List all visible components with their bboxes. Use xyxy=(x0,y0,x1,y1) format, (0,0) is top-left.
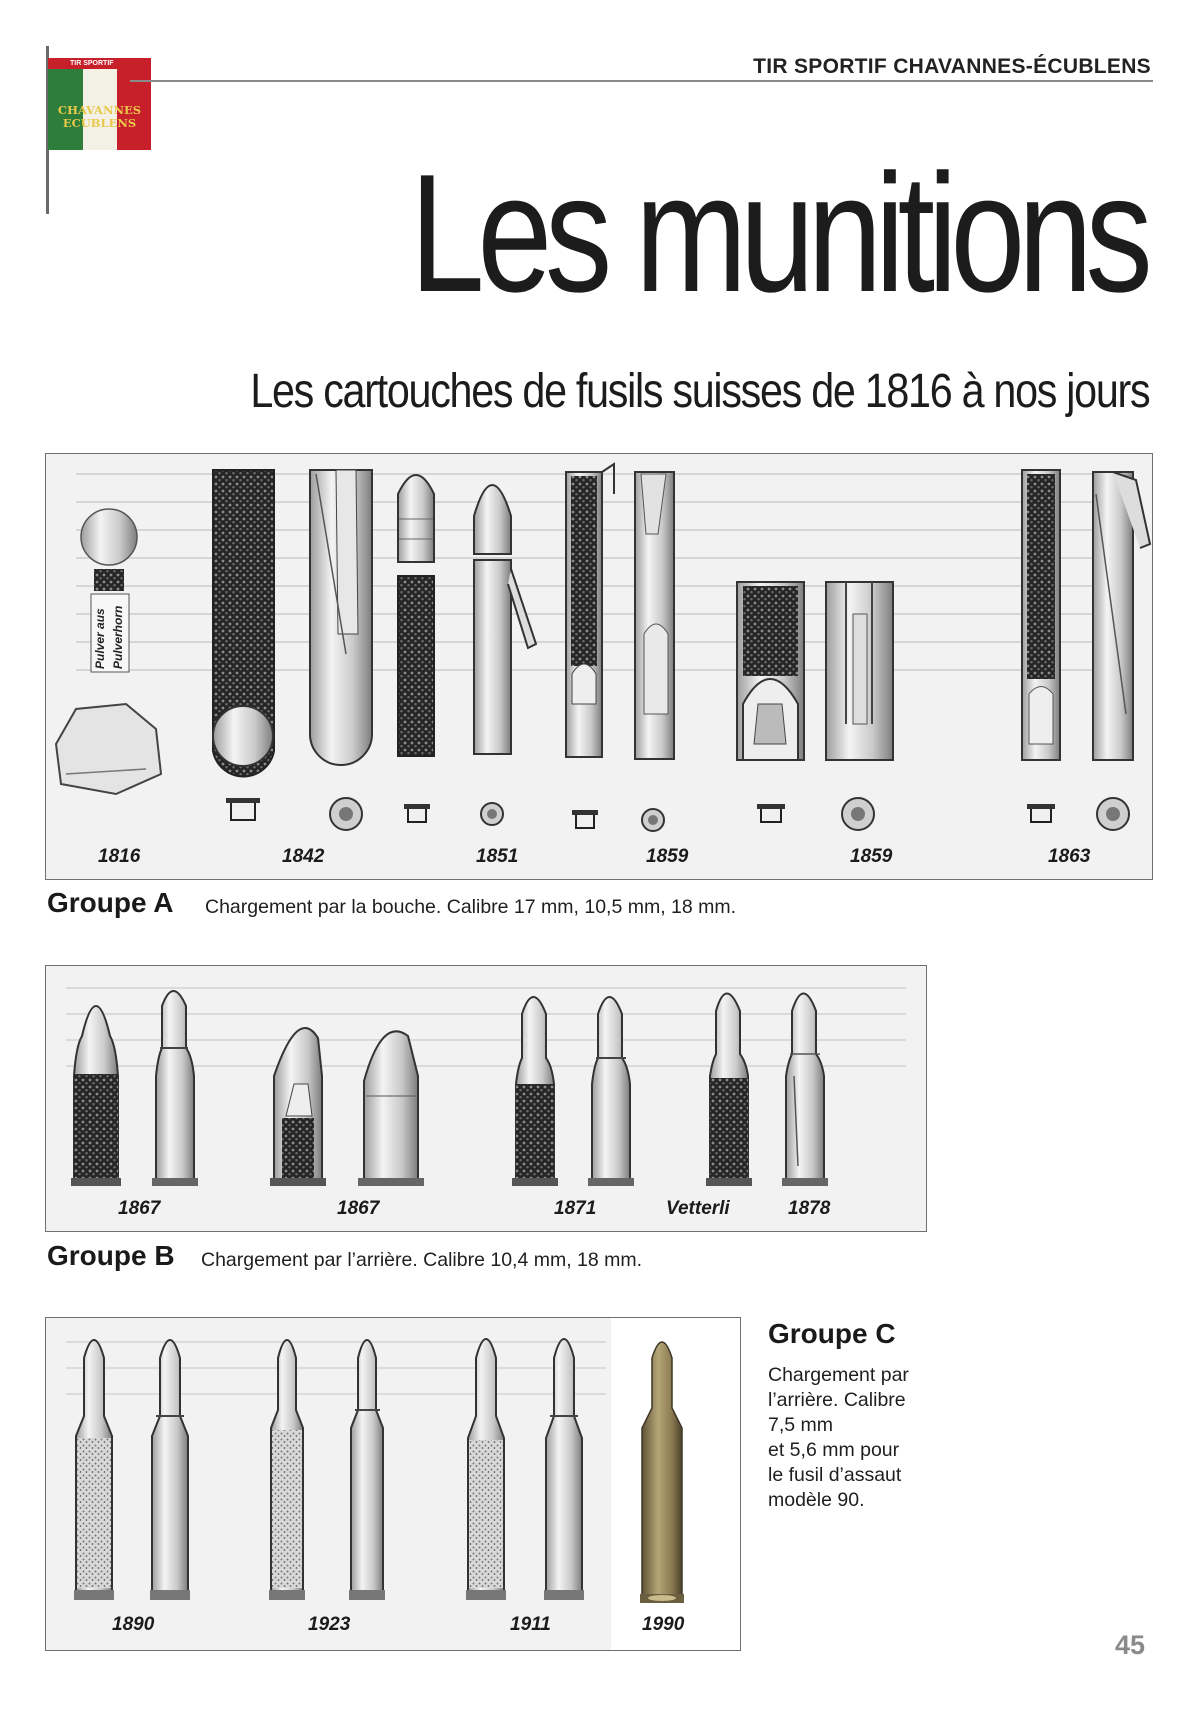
cartridge-vetterli xyxy=(706,994,828,1187)
year-label: 1871 xyxy=(554,1198,597,1219)
svg-text:Pulverhorn: Pulverhorn xyxy=(111,605,125,669)
year-label: Vetterli xyxy=(666,1198,730,1219)
group-b-description: Chargement par l’arrière. Calibre 10,4 mm, 18 mm. xyxy=(201,1249,643,1271)
cartridge-1867-a xyxy=(71,991,198,1186)
cartridge-1867-b xyxy=(270,1028,424,1186)
year-label: 1851 xyxy=(476,846,519,867)
year-label: 1859 xyxy=(646,846,689,867)
flag-band: TIR SPORTIF xyxy=(48,58,151,69)
year-label: 1878 xyxy=(788,1198,831,1219)
cartridge-1871 xyxy=(512,997,634,1186)
group-a-heading: Groupe A xyxy=(47,887,174,918)
header-rule xyxy=(130,80,1153,82)
page-number: 45 xyxy=(1114,1630,1145,1660)
year-label: 1863 xyxy=(1048,846,1091,867)
group-c-description: Chargement par l’arrière. Calibre 7,5 mm et 5,6 mm pour le fusil d’assaut modèle 90. xyxy=(768,1364,909,1511)
cartridge-1890 xyxy=(74,1340,190,1600)
plate-group-a xyxy=(45,453,1153,880)
group-a-description: Chargement par la bouche. Calibre 17 mm, 10,5 mm, 18 mm. xyxy=(205,896,737,918)
cartridge-1863 xyxy=(1022,470,1150,830)
group-b-heading: Groupe B xyxy=(47,1240,175,1271)
plate-a-illustration xyxy=(46,454,1153,880)
page-subtitle: Les cartouches de fusils suisses de 1816 à nos jours xyxy=(250,365,1149,418)
year-label: 1890 xyxy=(112,1614,155,1635)
cartridge-1816 xyxy=(56,509,161,794)
club-name: TIR SPORTIF CHAVANNES-ÉCUBLENS xyxy=(753,55,1151,78)
svg-text:Pulver aus: Pulver aus xyxy=(93,608,107,669)
cartridge-1911 xyxy=(466,1339,584,1600)
club-flag-logo xyxy=(48,58,151,150)
year-label: 1816 xyxy=(98,846,141,867)
year-label: 1990 xyxy=(642,1614,685,1635)
cartridge-1851 xyxy=(398,475,536,825)
plate-group-c xyxy=(45,1317,741,1651)
year-label: 1911 xyxy=(510,1614,551,1635)
plate-c-illustration xyxy=(46,1318,741,1651)
cartridge-1923 xyxy=(269,1340,385,1600)
page-title: Les munitions xyxy=(410,139,1146,327)
flag-lettering: CHAVANNES ECUBLENS xyxy=(57,103,142,130)
year-label: 1859 xyxy=(850,846,893,867)
plate-group-b xyxy=(45,965,927,1232)
year-label: 1867 xyxy=(337,1198,380,1219)
year-label: 1842 xyxy=(282,846,325,867)
cartridge-1842 xyxy=(213,470,372,830)
cartridge-1859-b xyxy=(737,582,893,830)
year-label: 1923 xyxy=(308,1614,351,1635)
group-c-heading: Groupe C xyxy=(768,1318,896,1349)
cartridge-1859-a xyxy=(566,464,674,831)
year-label: 1867 xyxy=(118,1198,161,1219)
plate-b-illustration xyxy=(46,966,927,1232)
